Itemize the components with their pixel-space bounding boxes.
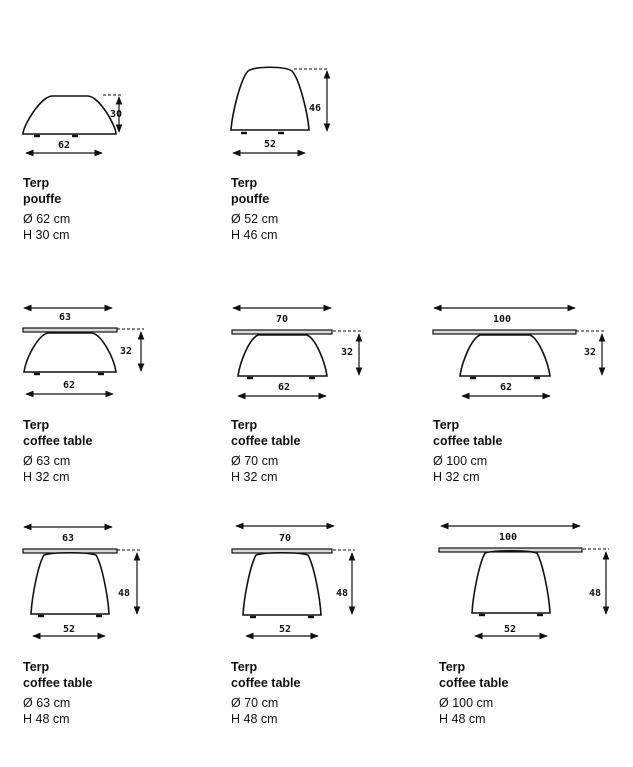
product-diameter: Ø 70 cm — [231, 454, 279, 468]
table-63-tall-drawing — [23, 527, 140, 636]
product-height: H 48 cm — [23, 712, 70, 726]
dim-base-label: 62 — [500, 382, 513, 393]
product-diameter: Ø 62 cm — [23, 212, 71, 226]
product-height: H 46 cm — [231, 228, 278, 242]
product-diameter: Ø 63 cm — [23, 696, 71, 710]
dim-height-label: 48 — [118, 588, 131, 599]
product-name: Terp — [231, 418, 258, 432]
dim-top-label: 100 — [499, 532, 518, 543]
product-type: coffee table — [231, 434, 301, 448]
dim-height-label: 48 — [589, 588, 602, 599]
product-caption — [231, 417, 300, 485]
dim-base-label: 62 — [63, 380, 76, 391]
product-caption — [439, 659, 508, 727]
dim-height-label: 32 — [120, 346, 133, 357]
product-height: H 32 cm — [231, 470, 278, 484]
product-name: Terp — [23, 418, 50, 432]
product-height: H 32 cm — [23, 470, 70, 484]
product-type: coffee table — [231, 676, 301, 690]
dim-top-label: 70 — [276, 314, 289, 325]
product-name: Terp — [439, 660, 466, 674]
product-height: H 48 cm — [439, 712, 486, 726]
product-height: H 32 cm — [433, 470, 480, 484]
product-type: pouffe — [231, 192, 270, 206]
product-diameter: Ø 100 cm — [439, 696, 494, 710]
dim-top-label: 100 — [493, 314, 512, 325]
product-height: H 30 cm — [23, 228, 70, 242]
product-type: pouffe — [23, 192, 62, 206]
product-type: coffee table — [23, 434, 93, 448]
table-70-tall-drawing — [232, 526, 355, 636]
dim-top-label: 70 — [279, 533, 292, 544]
product-diameter: Ø 52 cm — [231, 212, 279, 226]
table-100-low-drawing — [433, 308, 605, 396]
dim-height-label: 48 — [336, 588, 349, 599]
product-diameter: Ø 100 cm — [433, 454, 488, 468]
product-caption — [231, 659, 300, 727]
product-name: Terp — [23, 660, 50, 674]
dim-base-label: 52 — [63, 624, 76, 635]
product-type: coffee table — [23, 676, 93, 690]
dim-base-label: 62 — [58, 140, 71, 151]
product-caption — [231, 175, 278, 243]
product-name: Terp — [23, 176, 50, 190]
product-type: coffee table — [439, 676, 509, 690]
dim-base-label: 62 — [278, 382, 291, 393]
product-type: coffee table — [433, 434, 503, 448]
product-name: Terp — [231, 660, 258, 674]
product-caption — [23, 417, 92, 485]
dim-height-label: 30 — [110, 109, 123, 120]
dim-top-label: 63 — [59, 312, 72, 323]
product-caption — [23, 175, 70, 243]
dim-top-label: 63 — [62, 533, 75, 544]
dim-height-label: 32 — [341, 347, 354, 358]
dim-height-label: 46 — [309, 103, 322, 114]
product-name: Terp — [231, 176, 258, 190]
dim-height-label: 32 — [584, 347, 597, 358]
pouffe-low-drawing — [23, 95, 121, 153]
product-caption — [433, 417, 502, 485]
dim-base-label: 52 — [504, 624, 517, 635]
dim-base-label: 52 — [264, 139, 277, 150]
product-caption — [23, 659, 92, 727]
dim-base-label: 52 — [279, 624, 292, 635]
table-100-tall-drawing — [439, 526, 609, 636]
product-diameter: Ø 63 cm — [23, 454, 71, 468]
product-height: H 48 cm — [231, 712, 278, 726]
product-diameter: Ø 70 cm — [231, 696, 279, 710]
product-name: Terp — [433, 418, 460, 432]
